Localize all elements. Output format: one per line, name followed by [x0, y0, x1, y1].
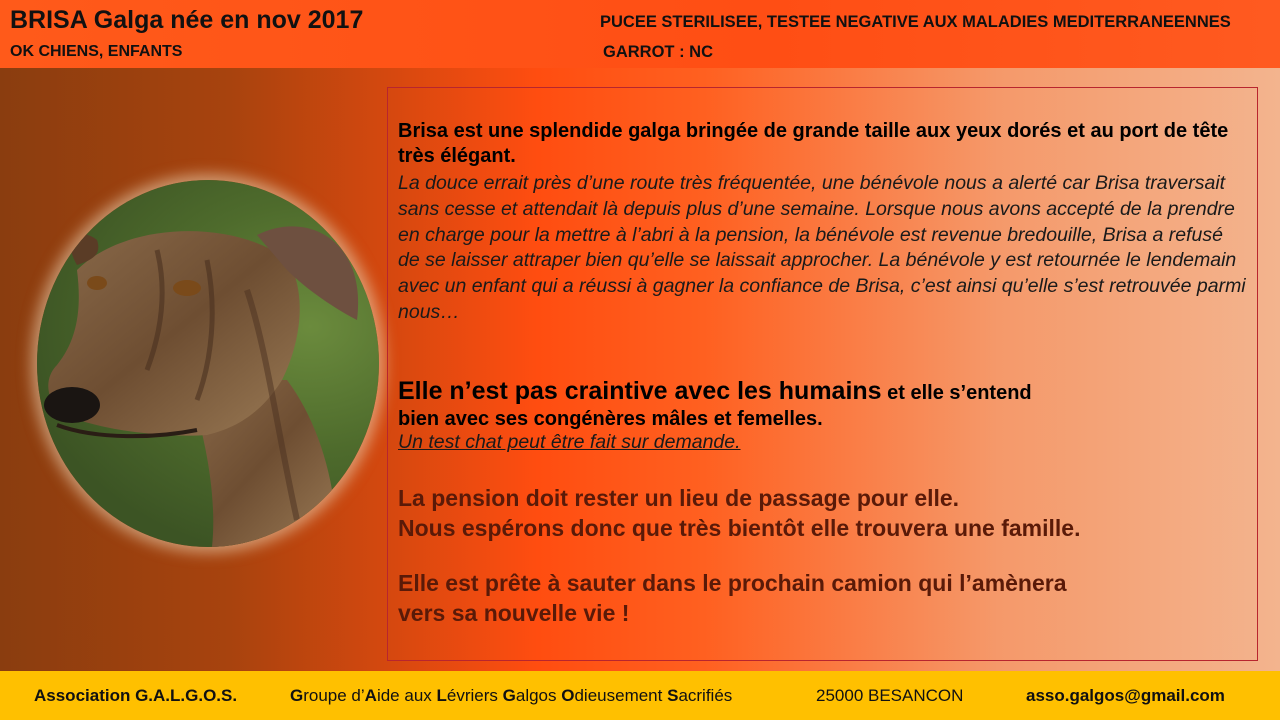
pension-line-1: La pension doit rester un lieu de passage pour elle.: [398, 485, 960, 511]
dog-photo: [37, 180, 379, 547]
behavior-suffix: et elle s’entend: [881, 382, 1032, 404]
pension-text: [398, 483, 1258, 543]
page-title: BRISA Galga née en nov 2017: [10, 6, 364, 34]
behavior-text: [398, 376, 1248, 410]
ready-line-1: Elle est prête à sauter dans le prochain camion qui l’amènera: [398, 570, 1067, 596]
intro-text: Brisa est une splendide galga bringée de grande taille aux yeux dorés et au port de tête très élégant.: [398, 120, 1229, 167]
ready-line-2: vers sa nouvelle vie !: [398, 600, 630, 626]
dog-portrait-icon: [37, 180, 379, 547]
pension-line-2: Nous espérons donc que très bientôt elle trouvera une famille.: [398, 515, 1081, 541]
association-acronym-expansion: Groupe d’Aide aux Lévriers Galgos Odieusement Sacrifiés: [290, 686, 733, 705]
city-text: 25000 BESANCON: [816, 686, 964, 705]
association-name: Association G.A.L.G.O.S.: [34, 686, 238, 705]
ready-text: [398, 568, 1258, 628]
behavior-continuation: bien avec ses congénères mâles et femelles.: [398, 408, 823, 430]
compatibility-text: OK CHIENS, ENFANTS: [10, 43, 183, 60]
story-text: La douce errait près d’une route très fréquentée, une bénévole nous a alerté car Brisa traversait sans cesse et attendait là depuis plus d’une semaine. Lorsque nous avons accepté de la prendre en charge pour la mettre à l’abri à la pension, la bénévole est revenue bredouille, Brisa a refusé de se laisser attraper bien qu’elle se laissait approcher. La bénévole y est retournée le lendemain avec un enfant qui a réussi à gagner la confiance de Brisa, c’est ainsi qu’elle s’est retrouvée parmi nous…: [398, 172, 1246, 323]
behavior-highlight: Elle n’est pas craintive avec les humains: [398, 377, 882, 405]
health-status-text: PUCEE STERILISEE, TESTEE NEGATIVE AUX MALADIES MEDITERRANEENNES: [600, 13, 1231, 31]
garrot-text: GARROT : NC: [603, 43, 713, 61]
cat-test-text: Un test chat peut être fait sur demande.: [398, 431, 741, 453]
email-text: asso.galgos@gmail.com: [1026, 686, 1225, 705]
